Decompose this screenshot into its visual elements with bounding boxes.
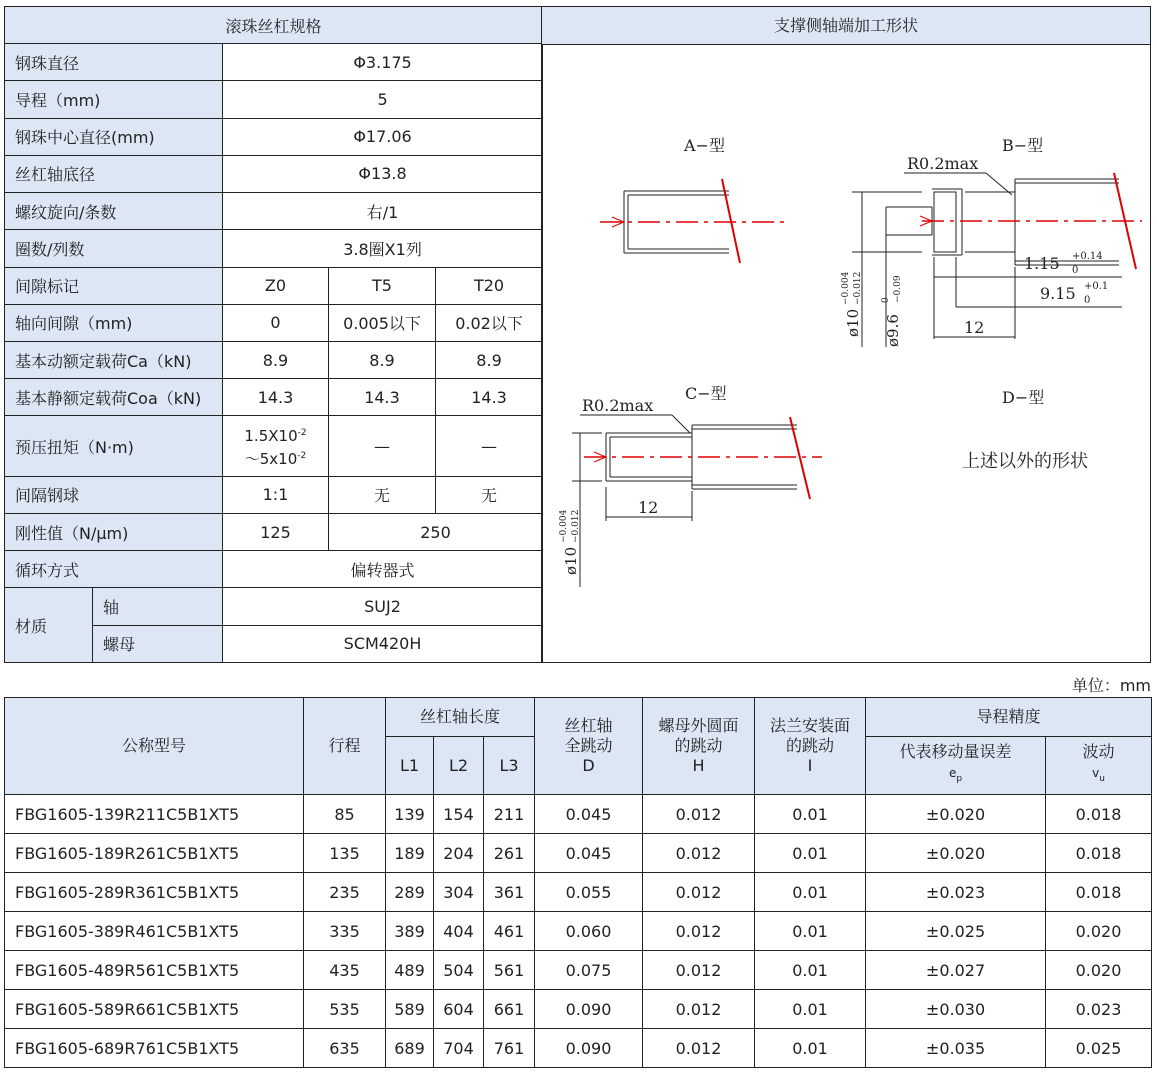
spec-label: 材质	[5, 588, 93, 663]
cell-l3: 461	[484, 912, 535, 951]
dim-b-12: 12	[964, 318, 985, 337]
cell-vu: 0.025	[1046, 1029, 1152, 1068]
cell-vu: 0.020	[1046, 912, 1152, 951]
type-c-label: C−型	[685, 384, 727, 403]
table-row	[5, 1029, 1152, 1068]
cell-stroke: 235	[304, 873, 386, 912]
table-row	[5, 795, 1152, 834]
spec-value: 1:1	[223, 476, 329, 513]
cell-l1: 189	[386, 834, 434, 873]
preload-dash: —	[436, 416, 543, 476]
cell-vu: 0.018	[1046, 834, 1152, 873]
table-row	[5, 834, 1152, 873]
cell-flange-runout: 0.01	[755, 990, 866, 1029]
cell-stroke: 435	[304, 951, 386, 990]
cell-stroke: 135	[304, 834, 386, 873]
dim-b-d10: ø10	[844, 308, 862, 337]
spec-value: 250	[329, 513, 543, 550]
cell-l3: 361	[484, 873, 535, 912]
cell-stroke: 635	[304, 1029, 386, 1068]
type-b-radius: R0.2max	[907, 154, 979, 173]
header-ep: 代表移动量误差 $e_p$	[866, 737, 1046, 795]
cell-l3: 761	[484, 1029, 535, 1068]
header-lead-accuracy: 导程精度	[866, 698, 1152, 737]
cell-l2: 404	[434, 912, 484, 951]
cell-runout: 0.090	[535, 1029, 643, 1068]
cell-ep: ±0.023	[866, 873, 1046, 912]
type-d-description: 上述以外的形状	[962, 451, 1088, 472]
spec-value: 8.9	[223, 341, 329, 378]
spec-label: 循环方式	[5, 551, 223, 588]
shaft-end-drawing	[542, 7, 1150, 662]
spec-value: 14.3	[223, 379, 329, 416]
spec-value: Z0	[223, 267, 329, 304]
type-d-label: D−型	[1002, 388, 1045, 407]
spec-label: 间隙标记	[5, 267, 223, 304]
spec-label: 钢珠中心直径(mm)	[5, 118, 223, 155]
cell-runout: 0.060	[535, 912, 643, 951]
preload-exp: -2	[297, 428, 307, 439]
dim-b-d10-up: −0.004	[841, 271, 851, 305]
cell-runout: 0.045	[535, 795, 643, 834]
spec-table	[4, 6, 543, 663]
cell-vu: 0.018	[1046, 795, 1152, 834]
spec-value: 右/1	[223, 193, 543, 230]
cell-l2: 304	[434, 873, 484, 912]
dim-c-d10: ø10	[562, 546, 580, 575]
cell-l2: 204	[434, 834, 484, 873]
dim-b-2-tol-up: +0.1	[1084, 281, 1109, 292]
spec-value: 125	[223, 513, 329, 550]
cell-runout: 0.090	[535, 990, 643, 1029]
cell-l1: 389	[386, 912, 434, 951]
cell-l3: 261	[484, 834, 535, 873]
dim-b-1-tol-up: +0.14	[1072, 251, 1103, 262]
dim-b-d96-up: 0	[881, 297, 891, 303]
cell-flange-runout: 0.01	[755, 951, 866, 990]
cell-l2: 154	[434, 795, 484, 834]
cell-flange-runout: 0.01	[755, 873, 866, 912]
spec-value: 无	[329, 476, 436, 513]
spec-label: 钢珠直径	[5, 44, 223, 81]
dim-b-d96-lo: −0.09	[893, 275, 903, 303]
cell-runout: 0.045	[535, 834, 643, 873]
cell-model: FBG1605-289R361C5B1XT5	[5, 873, 304, 912]
header-l2: L2	[434, 737, 484, 795]
preload-line1: 1.5X10	[244, 427, 298, 446]
type-a-drawing	[600, 179, 787, 263]
cell-model: FBG1605-489R561C5B1XT5	[5, 951, 304, 990]
spec-value: T5	[329, 267, 436, 304]
spec-label: 轴向间隙（mm)	[5, 304, 223, 341]
cell-nut-runout: 0.012	[643, 1029, 755, 1068]
table-row	[5, 990, 1152, 1029]
type-b-label: B−型	[1002, 136, 1044, 155]
spec-label: 基本动额定载荷Ca（kN)	[5, 341, 223, 378]
spec-value: T20	[436, 267, 543, 304]
dim-b-1: 1.15	[1024, 254, 1060, 273]
header-stroke: 行程	[304, 698, 386, 795]
type-c-drawing	[572, 415, 822, 587]
cell-l2: 504	[434, 951, 484, 990]
spec-value: Φ17.06	[223, 118, 543, 155]
cell-flange-runout: 0.01	[755, 1029, 866, 1068]
unit-label: 单位：mm	[1071, 676, 1151, 695]
cell-l3: 561	[484, 951, 535, 990]
header-vu: 波动 $v_u$	[1046, 737, 1152, 795]
table-row	[5, 951, 1152, 990]
header-l3: L3	[484, 737, 535, 795]
table-row	[5, 873, 1152, 912]
cell-nut-runout: 0.012	[643, 795, 755, 834]
dim-c-d10-lo: −0.012	[571, 509, 581, 543]
header-length: 丝杠轴长度	[386, 698, 535, 737]
cell-l1: 489	[386, 951, 434, 990]
cell-l1: 139	[386, 795, 434, 834]
spec-value: 8.9	[436, 341, 543, 378]
header-nut-runout: 螺母外圆面 的跳动 H	[643, 698, 755, 795]
spec-value: Φ13.8	[223, 155, 543, 192]
dim-b-1-tol-lo: 0	[1072, 265, 1079, 276]
cell-l2: 704	[434, 1029, 484, 1068]
cell-vu: 0.020	[1046, 951, 1152, 990]
shaft-end-panel	[541, 6, 1151, 663]
cell-model: FBG1605-589R661C5B1XT5	[5, 990, 304, 1029]
spec-label: 基本静额定载荷Coa（kN)	[5, 379, 223, 416]
cell-nut-runout: 0.012	[643, 912, 755, 951]
model-table	[4, 697, 1152, 1068]
cell-l1: 289	[386, 873, 434, 912]
dim-c-d10-up: −0.004	[559, 509, 569, 543]
cell-ep: ±0.020	[866, 834, 1046, 873]
spec-value: 0.02以下	[436, 304, 543, 341]
spec-label: 导程（mm)	[5, 81, 223, 118]
dim-b-d96: ø9.6	[884, 314, 902, 347]
spec-title: 滚珠丝杠规格	[5, 7, 543, 44]
header-model: 公称型号	[5, 698, 304, 795]
cell-model: FBG1605-389R461C5B1XT5	[5, 912, 304, 951]
spec-value: SCM420H	[223, 625, 543, 662]
cell-nut-runout: 0.012	[643, 873, 755, 912]
spec-label: 刚性值（N/μm)	[5, 513, 223, 550]
cell-nut-runout: 0.012	[643, 834, 755, 873]
preload-line2: ～5x10	[244, 450, 298, 469]
preload-dash: —	[329, 416, 436, 476]
spec-value: Φ3.175	[223, 44, 543, 81]
spec-label: 圈数/列数	[5, 230, 223, 267]
cell-model: FBG1605-689R761C5B1XT5	[5, 1029, 304, 1068]
spec-label: 间隔钢球	[5, 476, 223, 513]
spec-value: 偏转器式	[223, 551, 543, 588]
type-c-radius: R0.2max	[582, 396, 654, 415]
cell-runout: 0.075	[535, 951, 643, 990]
spec-value: 0.005以下	[329, 304, 436, 341]
spec-value: 8.9	[329, 341, 436, 378]
spec-sublabel: 螺母	[93, 625, 223, 662]
dim-c-12: 12	[638, 498, 659, 517]
preload-value	[223, 416, 329, 476]
cell-stroke: 85	[304, 795, 386, 834]
dim-b-2: 9.15	[1040, 284, 1076, 303]
dim-b-2-tol-lo: 0	[1084, 295, 1091, 306]
cell-vu: 0.023	[1046, 990, 1152, 1029]
cell-vu: 0.018	[1046, 873, 1152, 912]
header-l1: L1	[386, 737, 434, 795]
cell-flange-runout: 0.01	[755, 912, 866, 951]
cell-stroke: 535	[304, 990, 386, 1029]
spec-label: 预压扭矩（N·m)	[5, 416, 223, 476]
header-flange-runout: 法兰安装面 的跳动 I	[755, 698, 866, 795]
cell-l1: 589	[386, 990, 434, 1029]
cell-ep: ±0.035	[866, 1029, 1046, 1068]
spec-label: 螺纹旋向/条数	[5, 193, 223, 230]
dim-b-d10-lo: −0.012	[853, 271, 863, 305]
cell-runout: 0.055	[535, 873, 643, 912]
cell-ep: ±0.027	[866, 951, 1046, 990]
cell-flange-runout: 0.01	[755, 834, 866, 873]
cell-stroke: 335	[304, 912, 386, 951]
table-row	[5, 912, 1152, 951]
shape-title: 支撑侧轴端加工形状	[542, 7, 1150, 45]
type-a-label: A−型	[684, 136, 725, 155]
spec-value: 3.8圈X1列	[223, 230, 543, 267]
spec-value: 5	[223, 81, 543, 118]
header-runout: 丝杠轴 全跳动 D	[535, 698, 643, 795]
cell-l1: 689	[386, 1029, 434, 1068]
cell-flange-runout: 0.01	[755, 795, 866, 834]
spec-value: 14.3	[329, 379, 436, 416]
spec-value: SUJ2	[223, 588, 543, 625]
spec-sublabel: 轴	[93, 588, 223, 625]
cell-ep: ±0.030	[866, 990, 1046, 1029]
cell-model: FBG1605-139R211C5B1XT5	[5, 795, 304, 834]
cell-nut-runout: 0.012	[643, 951, 755, 990]
cell-ep: ±0.025	[866, 912, 1046, 951]
cell-l3: 211	[484, 795, 535, 834]
spec-value: 无	[436, 476, 543, 513]
spec-label: 丝杠轴底径	[5, 155, 223, 192]
spec-value: 0	[223, 304, 329, 341]
cell-nut-runout: 0.012	[643, 990, 755, 1029]
cell-ep: ±0.020	[866, 795, 1046, 834]
cell-model: FBG1605-189R261C5B1XT5	[5, 834, 304, 873]
cell-l2: 604	[434, 990, 484, 1029]
preload-exp: -2	[297, 451, 307, 462]
cell-l3: 661	[484, 990, 535, 1029]
spec-value: 14.3	[436, 379, 543, 416]
